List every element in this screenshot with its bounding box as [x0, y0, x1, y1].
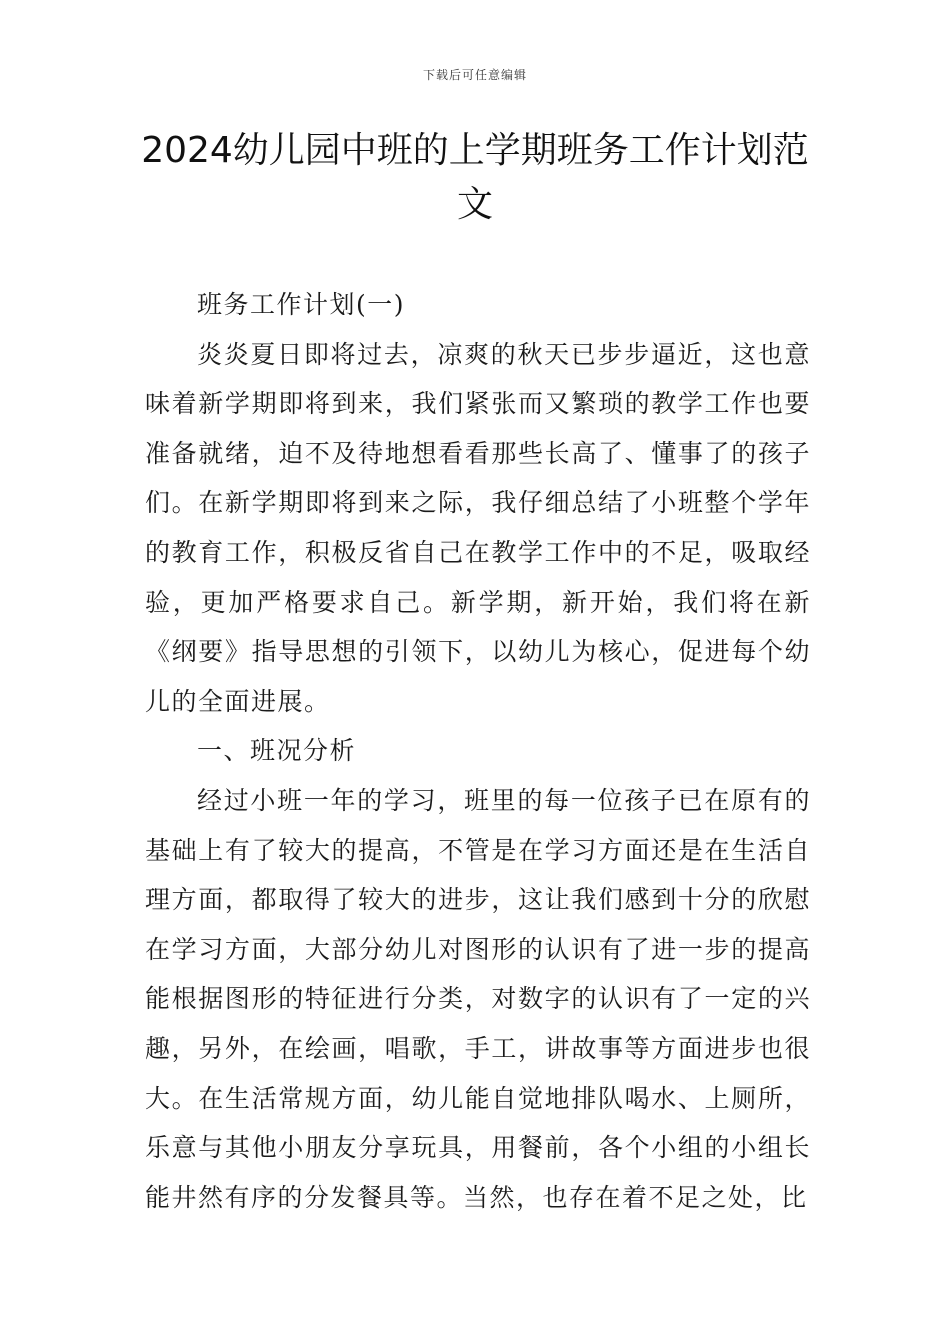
- document-body: [145, 280, 811, 1222]
- page-header-note: 下载后可任意编辑: [422, 68, 527, 82]
- document-title: 2024幼儿园中班的上学期班务工作计划范文: [141, 130, 809, 225]
- section-heading-plan-one: 班务工作计划(一): [197, 290, 406, 319]
- section-heading-class-analysis: 一、班况分析: [197, 736, 357, 766]
- paragraph-intro: 炎炎夏日即将过去，凉爽的秋天已步步逼近，这也意味着新学期即将到来，我们紧张而又繁琐的教学工作也要准备就绪，迫不及待地想看看那些长高了、懂事了的孩子们。在新学期即将到来之际，我仔细总结了小班整个学年的教育工作，积极反省自己在教学工作中的不足，吸取经验，更加严格要求自己。新学期，新开始，我们将在新《纲要》指导思想的引领下，以幼儿为核心，促进每个幼儿的全面进展。: [145, 339, 811, 716]
- paragraph-class-analysis: 经过小班一年的学习，班里的每一位孩子已在原有的基础上有了较大的提高，不管是在学习方面还是在生活自理方面，都取得了较大的进步，这让我们感到十分的欣慰在学习方面，大部分幼儿对图形的认识有了进一步的提高能根据图形的特征进行分类，对数字的认识有了一定的兴趣，另外，在绘画，唱歌，手工，讲故事等方面进步也很大。在生活常规方面，幼儿能自觉地排队喝水、上厕所，乐意与其他小朋友分享玩具，用餐前，各个小组的小组长能井然有序的分发餐具等。当然，也存在着不足之处，比: [145, 785, 811, 1212]
